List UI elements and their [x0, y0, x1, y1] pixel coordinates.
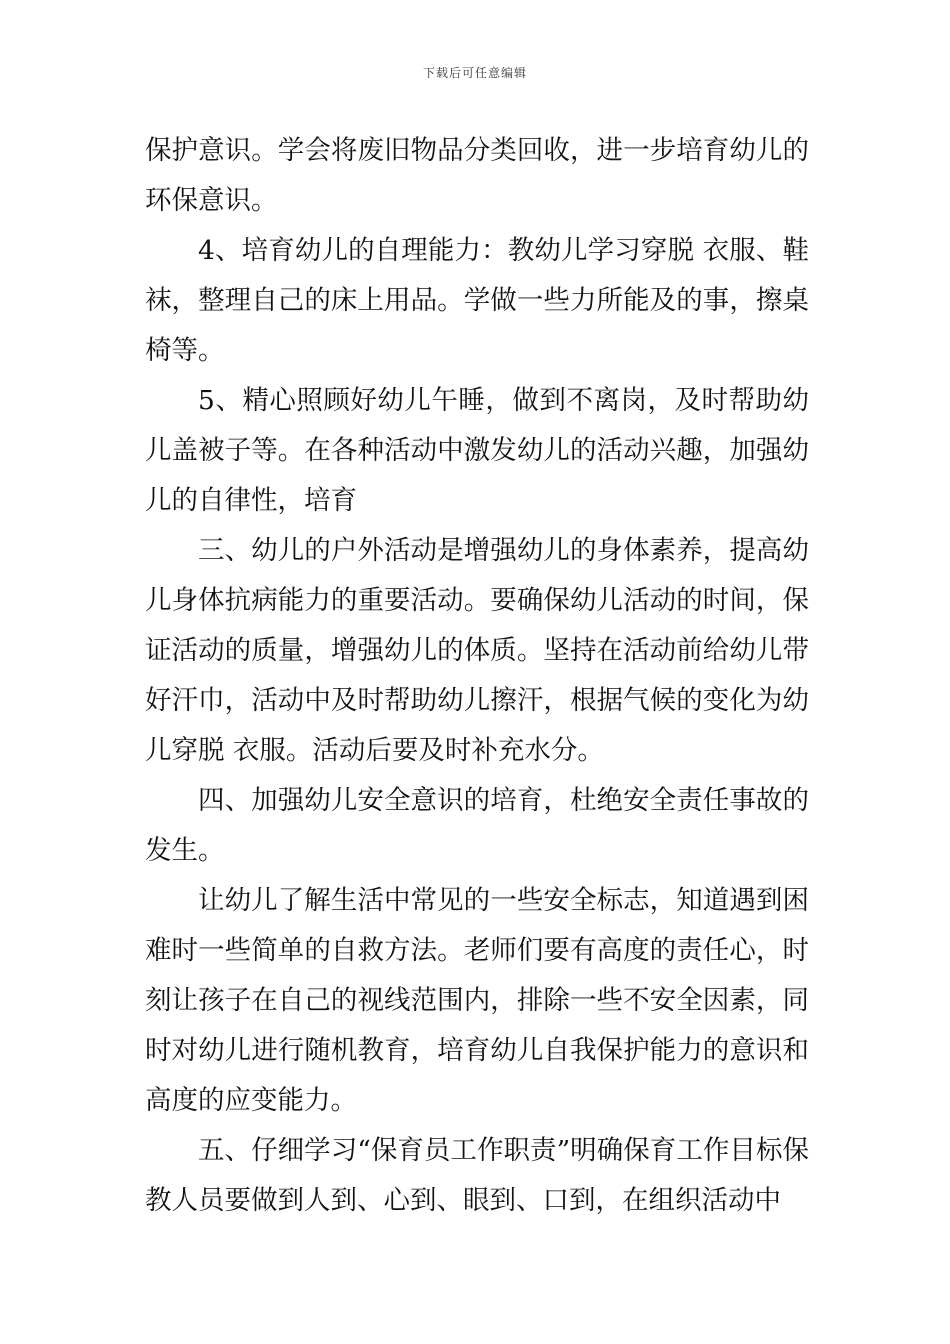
paragraph-3: 5、精心照顾好幼儿午睡，做到不离岗，及时帮助幼儿盖被子等。在各种活动中激发幼儿的活动兴趣，加强幼儿的自律性，培育 [145, 385, 809, 516]
paragraph-4: 三、幼儿的户外活动是增强幼儿的身体素养，提高幼儿身体抗病能力的重要活动。要确保幼儿活动的时间，保证活动的质量，增强幼儿的体质。坚持在活动前给幼儿带好汗巾，活动中及时帮助幼儿擦汗，根据气候的变化为幼儿穿脱 衣服。活动后要及时补充水分。 [145, 535, 809, 766]
page-header: 下载后可任意编辑 [422, 66, 527, 80]
paragraph-6: 让幼儿了解生活中常见的一些安全标志，知道遇到困难时一些简单的自救方法。老师们要有高度的责任心，时刻让孩子在自己的视线范围内，排除一些不安全因素，同时对幼儿进行随机教育，培育幼儿自我保护能力的意识和高度的应变能力。 [145, 885, 809, 1116]
paragraph-2: 4、培育幼儿的自理能力：教幼儿学习穿脱 衣服、鞋袜，整理自己的床上用品。学做一些力所能及的事，擦桌椅等。 [145, 235, 809, 366]
paragraph-5: 四、加强幼儿安全意识的培育，杜绝安全责任事故的发生。 [145, 785, 809, 866]
document-body [145, 126, 809, 1226]
paragraph-1: 保护意识。学会将废旧物品分类回收，进一步培育幼儿的环保意识。 [145, 135, 809, 216]
paragraph-7: 五、仔细学习“保育员工作职责”明确保育工作目标保教人员要做到人到、心到、眼到、口到，在组织活动中 [145, 1135, 809, 1216]
